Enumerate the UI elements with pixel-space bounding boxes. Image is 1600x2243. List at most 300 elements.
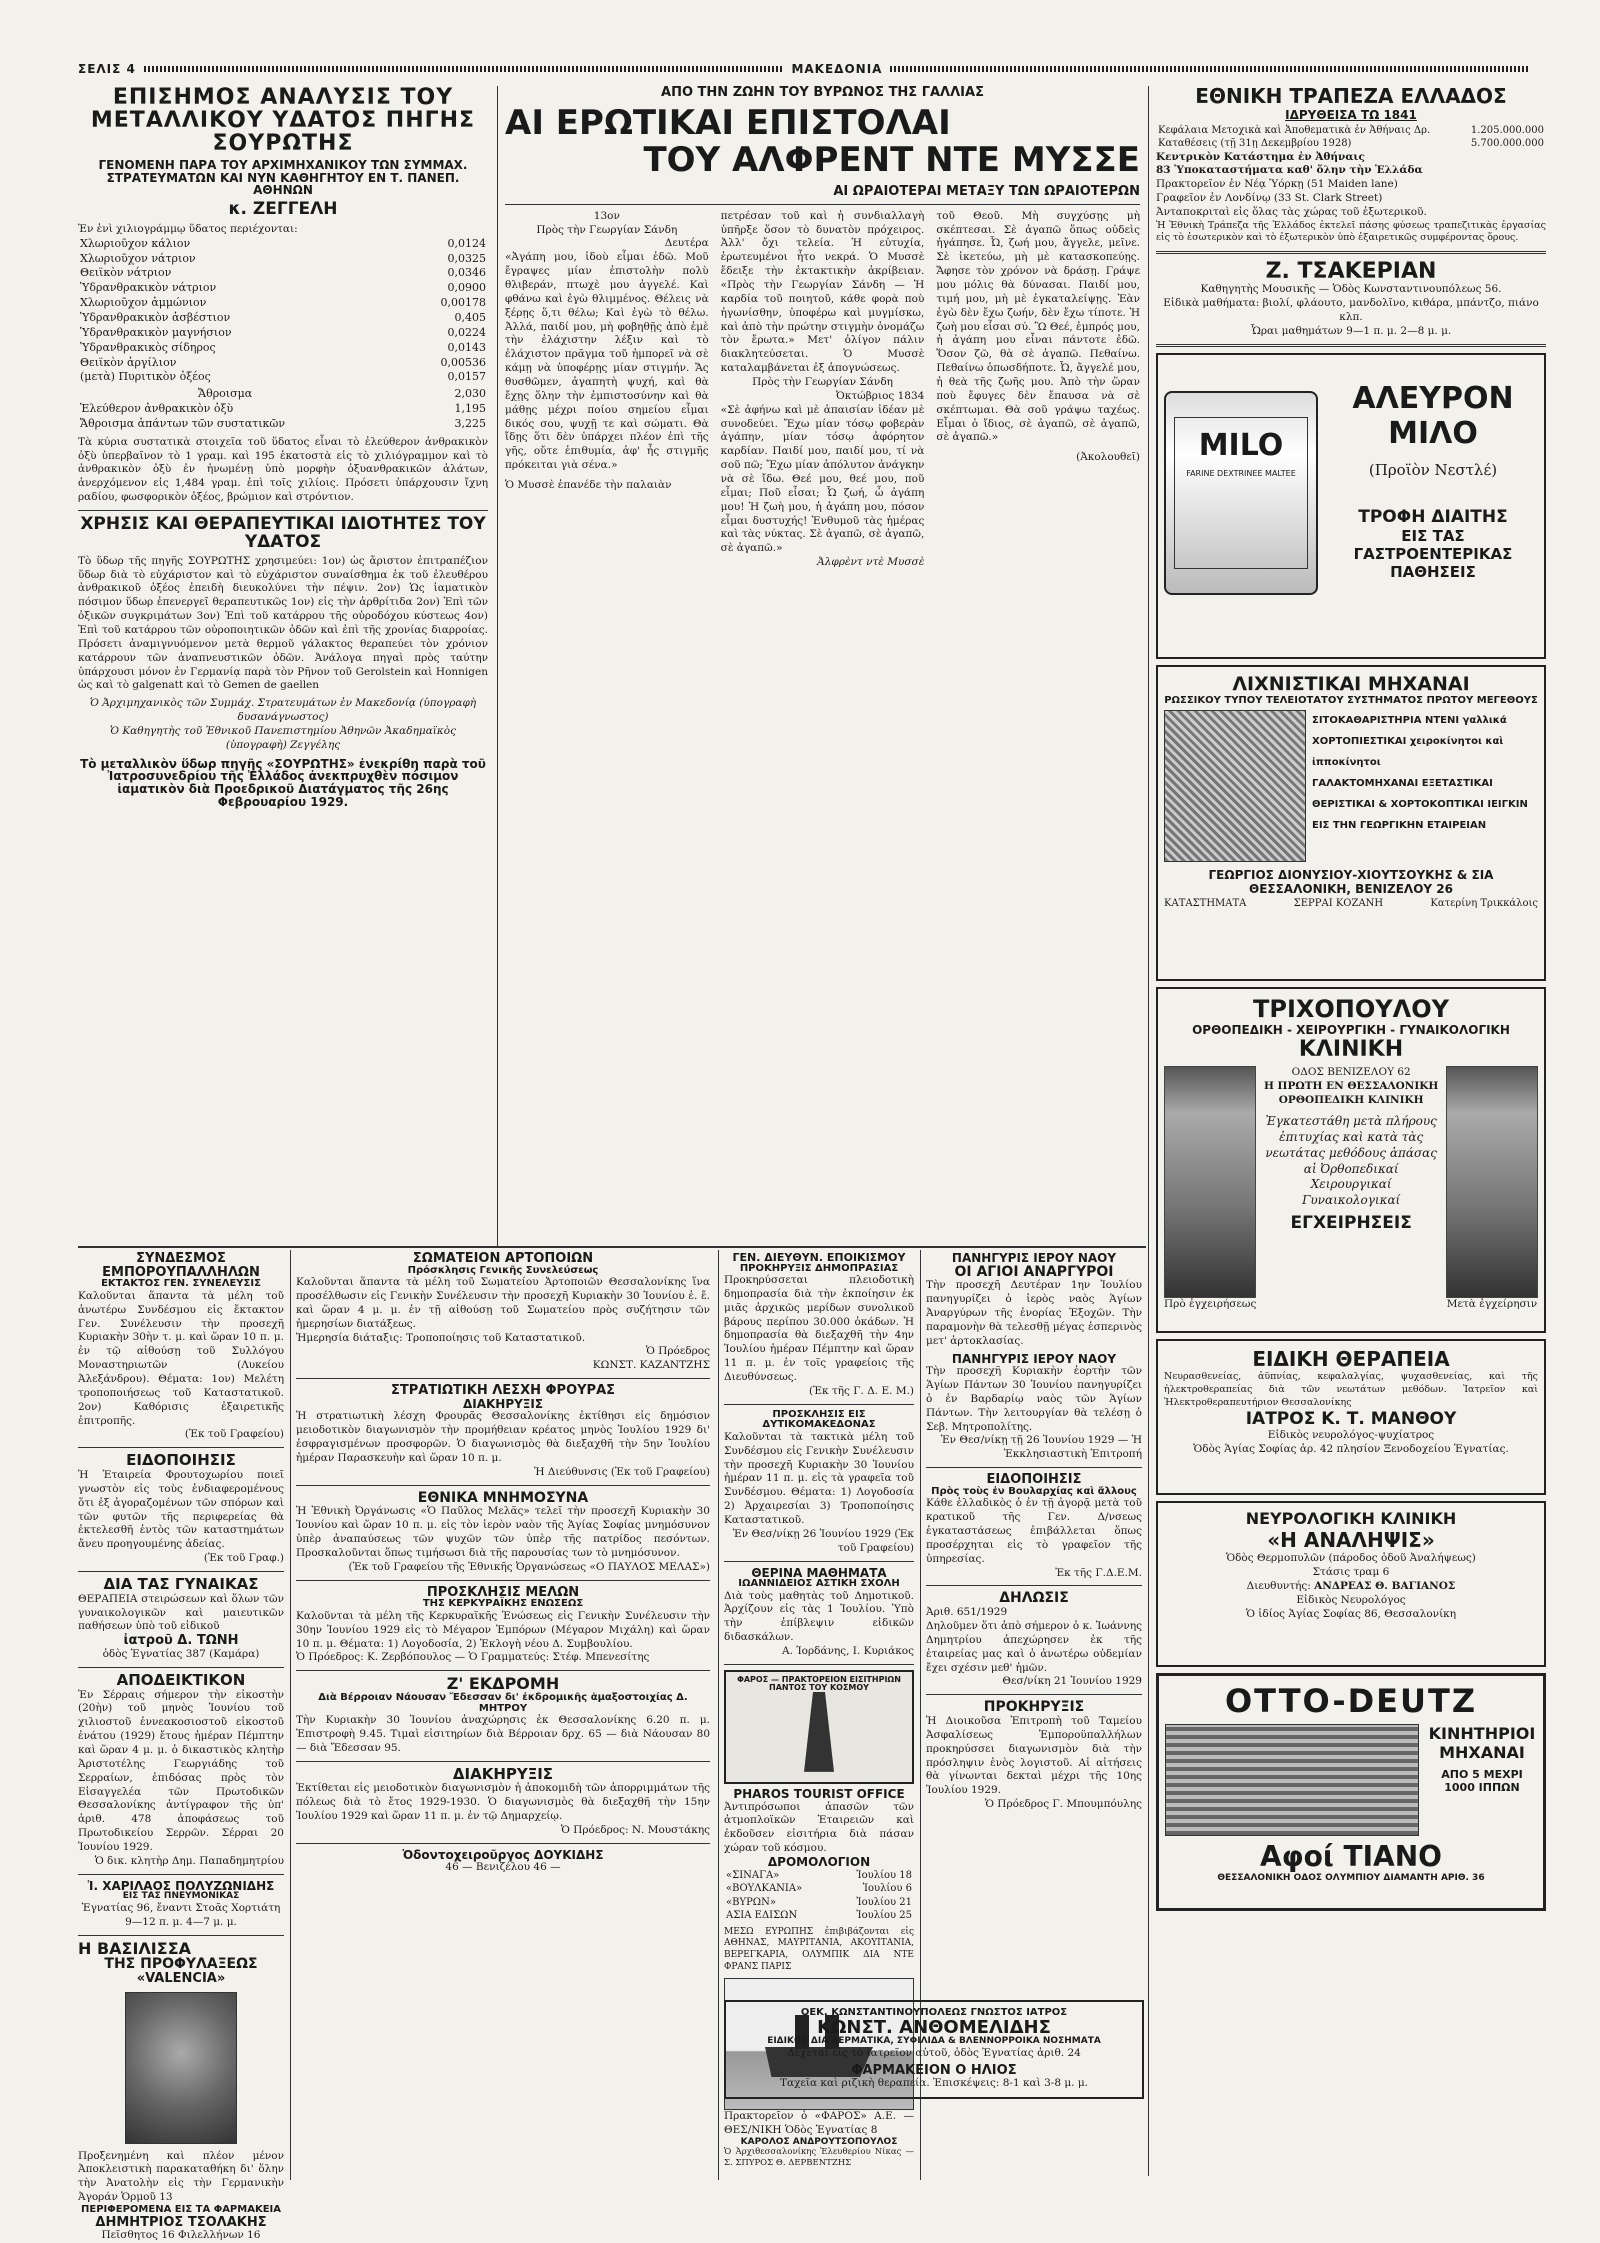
union-body: Καλοῦνται ἅπαντα τὰ μέλη τοῦ ἀνωτέρω Συνδέσμου εἰς ἔκτακτον Γεν. Συνέλευσιν τὴν προσεχῆ Κυριακὴν 30ὴν τ. μ. καὶ ὥραν 10 π. μ. ἐν τῷ αἰθούσῃ τοῦ Συλλόγου Μοναστηριωτῶν (Λυκείου Ἀλεξάνδρου). Θέματα: 1ον) Μελέτη τροποποιήσεως τοῦ Καταστατικοῦ. 2ον) Καθόρισις ἐξαιρετικῆς ἐπιτροπῆς. (78, 1289, 284, 1427)
bank-note: Ἡ Ἐθνικὴ Τράπεζα τῆς Ἑλλάδος ἐκτελεῖ πάσης φύσεως τραπεζιτικὰς ἐργασίας εἰς τὸ ἐσωτερικὸν καὶ τὸ ἐξωτερικὸν ὑπὸ ἐξαιρετικῶς συμφέροντας ὅρους. (1156, 219, 1546, 244)
anthomelidis-address: Δέχεται εἰς τὸ ἰατρεῖον αὐτοῦ, ὁδὸς Ἐγνατίας ἀριθ. 24 (787, 2046, 1081, 2059)
neuro-street: Ὁδὸς Θερμοπυλῶν (πάροδος ὁδοῦ Ἀναλήψεως) (1226, 1552, 1476, 1565)
bank-branches: 83 Ὑποκαταστήματα καθ' ὅλην τὴν Ἑλλάδα (1156, 164, 1423, 177)
receipt-title: ΑΠΟΔΕΙΚΤΙΚΟΝ (116, 1670, 246, 1689)
compound-value: 0,0346 (447, 266, 486, 280)
column-rule (718, 1250, 719, 2180)
divider (926, 1585, 1142, 1586)
free-co2-value: 1,195 (454, 402, 486, 416)
tender-title: ΓΕΝ. ΔΙΕΥΘΥΝ. ΕΠΟΙΚΙΣΜΟΥ (732, 1251, 906, 1264)
column-rule (1148, 86, 1149, 2176)
compound-name: Χλωριοῦχον ἀμμώνιον (80, 296, 207, 310)
deposits-value: 5.700.000.000 (1470, 138, 1544, 150)
compound-name: Χλωριοῦχον κάλιον (80, 236, 191, 250)
milo-tagline1: ΤΡΟΦΗ ΔΙΑΙΤΗΣ (1358, 507, 1508, 528)
paper-name: ΜΑΚΕΔΟΝΙΑ (791, 62, 883, 76)
article-title-line1: ΑΙ ΕΡΩΤΙΚΑΙ ΕΠΙΣΤΟΛΑΙ (505, 102, 951, 143)
corfu-title: ΠΡΟΣΚΛΗΣΙΣ ΜΕΛΩΝ (426, 1584, 580, 1600)
compound-name: (μετὰ) Πυριτικὸν ὀξέος (80, 370, 211, 384)
queen-retail: ΠΕΡΙΦΕΡΟΜΕΝΑ ΕΙΣ ΤΑ ΦΑΡΜΑΚΕΙΑ (81, 2204, 281, 2216)
anthomelidis-name: ΚΩΝΣΤ. ΑΝΘΟΜΕΛΙΔΗΣ (817, 2016, 1051, 2038)
divider (724, 1561, 914, 1562)
otto-copy (1427, 1724, 1537, 1836)
therapy-title: ΕΙΔΙΚΗ ΘΕΡΑΠΕΙΑ (1252, 1347, 1450, 1372)
compound-value: 0,0900 (447, 281, 486, 295)
divider (926, 1467, 1142, 1468)
dentist-title: Ὀδοντοχειροῦργος ΔΟΥΚΙΔΗΣ (402, 1847, 604, 1862)
clinic-ad (1156, 987, 1546, 1333)
women-body: ΘΕΡΑΠΕΙΑ στειρώσεων καὶ ὅλων τῶν γυναικολογικῶν καὶ μαιευτικῶν παθήσεων ὑπὸ τοῦ εἰδικοῦ (78, 1592, 284, 1633)
neuro-title: ΝΕΥΡΟΛΟΓΙΚΗ ΚΛΙΝΙΚΗ (1245, 1509, 1457, 1529)
patient-before-image (1164, 1066, 1256, 1298)
bank-hq: Κεντρικὸν Κατάστημα ἐν Ἀθήναις (1156, 150, 1365, 163)
compound-name: Θειϊκὸν νάτριον (80, 266, 172, 280)
compound-value: 0,0143 (447, 340, 486, 354)
article-deck: ΑΙ ΩΡΑΙΟΤΕΡΑΙ ΜΕΤΑΞΥ ΤΩΝ ΩΡΑΙΟΤΕΡΩΝ (833, 184, 1140, 200)
excursion-subtitle: Διὰ Βέρροιαν Νάουσαν Ἔδεσσαν δι' ἐκδρομικῆς ἁμαξοστοιχίας Δ. ΜΗΤΡΟΥ (318, 1692, 688, 1714)
director-label: Διευθυντής: (1246, 1580, 1311, 1593)
ship-name: «ΒΟΥΛΚΑΝΙΑ» (726, 1883, 803, 1895)
pharos-schedule-title: ΔΡΟΜΟΛΟΓΙΟΝ (767, 1854, 871, 1869)
tender-subtitle: ΠΡΟΚΗΡΥΞΙΣ ΔΗΜΟΠΡΑΣΙΑΣ (739, 1262, 899, 1274)
notice-sign: Ἐκ τῆς Γ.Δ.Ε.Μ. (1055, 1566, 1142, 1579)
compound-value: 0,0325 (447, 251, 486, 265)
machines-firm: ΓΕΩΡΓΙΟΣ ΔΙΟΝΥΣΙΟΥ-ΧΙΟΥΤΣΟΥΚΗΣ & ΣΙΑ (1208, 868, 1494, 883)
branch1: ΣΕΡΡΑΙ ΚΟΖΑΝΗ (1293, 898, 1384, 910)
machines-address: ΘΕΣΣΑΛΟΝΙΚΗ, ΒΕΝΙΖΕΛΟΥ 26 (1249, 882, 1453, 897)
can-subtext: FARINE DEXTRINEE MALTEE (1186, 469, 1296, 479)
machines-branches (1164, 898, 1538, 909)
branches-label: ΚΑΤΑΣΤΗΜΑΤΑ (1164, 898, 1247, 910)
doctor-spec: ΕΙΣ ΤΑΣ ΠΝΕΥΜΟΝΙΚΑΣ (122, 1891, 240, 1902)
milo-product: (Προϊὸν Νεστλέ) (1368, 461, 1498, 480)
army-sign: Ἡ Διεύθυνσις (Ἐκ τοῦ Γραφείου) (534, 1465, 710, 1478)
call-title: ΠΡΟΚΗΡΥΞΙΣ (983, 1699, 1085, 1716)
fair-body: Τὴν προσεχῆ Δευτέραν 1ην Ἰουλίου πανηγυρίζει ὁ ἱερὸς ναὸς Ἁγίων Ἀναργύρων τῆς ἐνορίας Ἐξοχῶν. Τὴν παραμονὴν θὰ τελεσθῇ μέγας ἑσπερινὸς μετ' ἀρτοκλασίας. (926, 1279, 1142, 1347)
bank-correspondents: Ἀνταποκριταὶ εἰς ὅλας τὰς χώρας τοῦ ἐξωτερικοῦ. (1156, 206, 1427, 219)
sailing-date: Ἰουλίου 25 (856, 1910, 912, 1922)
fair-subtitle: ΟΙ ΑΓΙΟΙ ΑΝΑΡΓΥΡΟΙ (954, 1263, 1114, 1280)
teacher-line2: Εἰδικὰ μαθήματα: βιολί, φλάουτο, μανδολῖνο, κιθάρα, μπάντζο, πιάνο κλπ. (1163, 296, 1539, 323)
bank-ny: Πρακτορεῖον ἐν Νέᾳ Ὑόρκῃ (51 Maiden lane) (1156, 178, 1398, 191)
sum-label: Ἄθροισμα (198, 387, 253, 401)
queen-address: Πεῖσθητος 16 Φιλελλήνων 16 (101, 2229, 261, 2242)
bakers-sign-name: ΚΩΝΣΤ. ΚΑΖΑΝΤΖΗΣ (592, 1359, 710, 1372)
page-masthead (78, 62, 1538, 76)
bakers-subtitle: Πρόσκλησις Γενικῆς Συνελεύσεως (407, 1264, 599, 1276)
can-brand: MILO (1198, 428, 1284, 464)
pharos-footer: Ὁ Ἀρχιθεσσαλονίκης Ἐλευθερίου Νίκας — Σ. ΣΠΥΡΟΣ Θ. ΔΕΡΒΕΝΤΖΗΣ (724, 2147, 914, 2169)
machine-image (1164, 710, 1306, 862)
teacher-line1: Καθηγητὴς Μουσικῆς — Ὁδὸς Κωνσταντινουπόλεως 56. (1200, 283, 1502, 296)
west-sign: Ἐν Θεσ/νίκῃ 26 Ἰουνίου 1929 (Ἐκ τοῦ Γραφείου) (732, 1527, 914, 1554)
bank-founded: ΙΔΡΥΘΕΙΣΑ ΤΩ 1841 (1285, 108, 1417, 122)
milo-copy (1328, 361, 1538, 651)
machine-line: ΘΕΡΙΣΤΙΚΑΙ & ΧΟΡΤΟΚΟΠΤΙΚΑΙ ΙΕΙΓΚΙΝ (1312, 799, 1528, 811)
bank-figures (1156, 124, 1546, 151)
musset-letters-article (505, 86, 1140, 1246)
notice-title: ΕΙΔΟΠΟΙΗΣΙΣ (986, 1472, 1082, 1488)
lower-column-2 (296, 1252, 710, 2182)
to-be-continued: (Ἀκολουθεῖ) (1076, 451, 1141, 464)
lighthouse-icon (804, 1692, 834, 1772)
analysis-row (78, 370, 488, 385)
west-body: Καλοῦνται τὰ τακτικὰ μέλη τοῦ Συνδέσμου εἰς Γενικὴν Συνέλευσιν τὴν προσεχῆ Κυριακὴν 30 Ἰουνίου ἡμέραν 11 π. μ. εἰς τὰ γραφεῖα τοῦ Συνδέσμου. Θέματα: 1) Λογοδοσία 2) Ἀρχαιρεσίαι 3) Τροποποίησις Καταστατικοῦ. (724, 1430, 914, 1526)
capital-value: 1.205.000.000 (1470, 124, 1544, 136)
declaration-date: Θεσ/νίκη 21 Ἰουνίου 1929 (1002, 1675, 1142, 1688)
machine-line: ΣΙΤΟΚΑΘΑΡΙΣΤΗΡΙΑ ΝΤΕΝΙ γαλλικά (1312, 715, 1507, 727)
bank-title: ΕΘΝΙΚΗ ΤΡΑΠΕΖΑ ΕΛΛΑΔΟΣ (1195, 84, 1507, 108)
divider (78, 1667, 284, 1668)
compound-value: 0,0224 (447, 325, 486, 339)
capital-label: Κεφάλαια Μετοχικὰ καὶ Ἀποθεματικὰ ἐν Ἀθήναις Δρ. (1158, 124, 1431, 136)
notices-sign: (Ἐκ τοῦ Γραφ.) (203, 1552, 284, 1565)
pharmacy-title: ΦΑΡΜΑΚΕΙΟΝ Ο ΗΛΙΟΣ (851, 2062, 1017, 2078)
mineral-water-article (78, 86, 488, 1246)
uses-body: Τὸ ὕδωρ τῆς πηγῆς ΣΟΥΡΩΤΗΣ χρησιμεύει: 1ον) ὡς ἄριστον ἐπιτραπέζιον ὕδωρ διὰ τὸ εὐχάριστον καὶ τὸ εὐχάριστον συναίσθημα ἐκ τοῦ ἐλευθέρου ἀνθρακικοῦ ὀξέος ἐπειδὴ διευκολύνει τὴν πέψιν. 2ον) Ὡς ἰαματικὸν πόσιμον ὕδωρ ἐπενεργεῖ θεραπευτικῶς 1ον) εἰς τὴν ἀρθρίτιδα 2ον) Ἐπὶ τῶν ὀξικῶν συγκριμάτων 3ον) Ἐπὶ τοῦ κατάρρου τῆς οὐροδόχου κύστεως 4ον) Ἐπὶ τοῦ κατάρρου τῶν οὐροποιητικῶν ὁδῶν καὶ ἐπὶ τῆς χρονίας διαρροίας. Πρόσετι ἀναμιγνυόμενον μετὰ θερμοῦ γάλακτος θεραπεύει τὸν χρόνιον κατάρρουν τῶν ἀναπνευστικῶν ὁδῶν. Ἀνάλογα πηγαὶ πρὸς ταύτην ὑπάρχουσι μόνον ἐν Γερμανίᾳ παρὰ τὸν Ρῆνον τοῦ Gerolstein καὶ Honnigen ὡς καὶ τὸ galgenatt καὶ τὸ Gemen de gaellen (78, 554, 488, 692)
pharos-title: PHAROS TOURIST OFFICE (733, 1786, 905, 1801)
neuro-tram: Στάσις τραμ 6 (1312, 1566, 1390, 1579)
fair2-body: Τὴν προσεχῆ Κυριακὴν ἑορτὴν τῶν Ἁγίων Πάντων 30 Ἰουνίου πανηγυρίζει ὁ ἐν Βαρδαρίῳ ναὸς τῶν Ἁγίων Πάντων. Τὴν λειτουργίαν θὰ τελέσῃ ὁ Σεβ. Μητροπολίτης. (926, 1365, 1142, 1433)
milo-tagline2: ΕΙΣ ΤΑΣ (1401, 527, 1465, 546)
letter-column-3 (936, 210, 1140, 570)
machines-title: ΛΙΧΝΙΣΤΙΚΑΙ ΜΗΧΑΝΑΙ (1232, 673, 1470, 696)
music-teacher-ad (1156, 260, 1546, 339)
divider (78, 1447, 284, 1448)
patient-after-image (1446, 1066, 1538, 1298)
article-columns (505, 210, 1140, 570)
corfu-subtitle: ΤΗΣ ΚΕΡΚΥΡΑΪΚΗΣ ΕΝΩΣΕΩΣ (422, 1598, 584, 1610)
corfu-body: Καλοῦνται τὰ μέλη τῆς Κερκυραϊκῆς Ἑνώσεως εἰς Γενικὴν Συνέλευσιν τὴν 30ην Ἰουνίου 1929 εἰς τὸ Μέγαρον Ἐμπόρων (Μέγαρον Μιχάλη) καὶ ὥραν 10 π. μ. Θέματα: 1) Λογοδοσία, 2) Ἐκλογὴ νέου Δ. Συμβουλίου. (296, 1609, 710, 1650)
fair2-title: ΠΑΝΗΓΥΡΙΣ ΙΕΡΟΥ ΝΑΟΥ (951, 1351, 1117, 1366)
neuro-director (1164, 1580, 1538, 1594)
neuro-spec: Εἰδικὸς Νευρολόγος (1296, 1594, 1406, 1607)
corfu-sign: Ὁ Πρόεδρος: Κ. Ζερβόπουλος — Ὁ Γραμματεύς: Στέφ. Μπενεσίτης (296, 1651, 650, 1664)
excursion-body: Τὴν Κυριακὴν 30 Ἰουνίου ἀναχώρησις ἐκ Θεσσαλονίκης 6.20 π. μ. Ἐπιστροφὴ 9.45. Τιμαὶ εἰσιτηρίων διὰ Βέρροιαν δρχ. 65 — διὰ Νάουσαν 80 — διὰ Ἔδεσσαν 95. (296, 1714, 710, 1754)
divider (78, 1571, 284, 1572)
proclamation-sign: Ὁ Πρόεδρος: Ν. Μουστάκης (560, 1823, 710, 1836)
notice-subtitle: Πρὸς τοὺς ἐν Βουλαρχίας καὶ ἄλλους (931, 1485, 1137, 1497)
fair-title: ΠΑΝΗΓΥΡΙΣ ΙΕΡΟΥ ΝΑΟΥ (951, 1251, 1117, 1265)
analysis-row (78, 341, 488, 356)
clinic-title: ΤΡΙΧΟΠΟΥΛΟΥ (1252, 995, 1450, 1024)
divider (724, 1404, 914, 1405)
queen-portrait (125, 1992, 237, 2144)
neuro-clinic-ad (1156, 1501, 1546, 1667)
analysis-row (78, 296, 488, 311)
union-title: ΣΥΝΔΕΣΜΟΣ ΕΜΠΟΡΟΥΠΑΛΛΗΛΩΝ (102, 1251, 260, 1280)
clinic-street: ΟΔΟΣ ΒΕΝΙΖΕΛΟΥ 62 (1291, 1066, 1411, 1079)
doctor-name: Ἰ. ΧΑΡΙΛΑΟΣ ΠΟΛΥΖΩΝΙΔΗΣ (87, 1878, 275, 1893)
declaration-number: Ἀριθ. 651/1929 (926, 1606, 1008, 1619)
letter-signature: Ἀλφρὲντ ντὲ Μυσσὲ (817, 556, 925, 569)
masthead-rule (144, 66, 784, 72)
clinic-copy (1262, 1066, 1440, 1312)
school-sign: Α. Ἰορδάνης, Ι. Κυριάκος (781, 1645, 914, 1658)
sailing-date: Ἰουλίου 21 (856, 1896, 912, 1908)
compound-name: Ὑδρανθρακικὸν μαγνήσιον (80, 325, 232, 339)
queen-brand: «VALENCIA» (136, 1970, 226, 1986)
ship-name: «ΒΥΡΩΝ» (726, 1896, 776, 1908)
union-sign: (Ἐκ τοῦ Γραφείου) (184, 1428, 284, 1441)
machine-line: ΓΑΛΑΚΤΟΜΗΧΑΝΑΙ ΕΞΕΤΑΣΤΙΚΑΙ (1312, 778, 1493, 790)
queen-subtitle: ΤΗΣ ΠΡΟΦΥΛΑΞΕΩΣ (104, 1956, 258, 1973)
caption-after: Μετὰ ἐγχείρησιν (1446, 1298, 1538, 1311)
signature-engineer: Ὁ Ἀρχιμηχανικὸς τῶν Συμμάχ. Στρατευμάτων ἐν Μακεδονίᾳ (ὑπογραφὴ δυσανάγνωστος) (89, 697, 477, 724)
letter-body-3: τοῦ Θεοῦ. Μὴ συγχύσῃς μὴ σκέπτεσαι. Σὲ ἀγαπῶ ὅπως οὐδεὶς ἠγάπησε. Ὦ, ζωή μου, ἄγγελε, μεῖνε. Σὲ ἱκετεύω, μὴ μὲ κατασκοπεύῃς. Ἄφησε τὸν χρόνον νὰ δράσῃ. Γράψε μου μόλις θὰ δύνασαι. Παιδί μου, τιμή μου, μὴ μὲ ἐγκαταλείψῃς. Ἐὰν ἐγὼ δὲν ἔχω ζωήν, δὲν ἔχω τίποτε. Ἡ ζωὴ μου εἶσαι σύ. Ὢ Θεέ, ἐμπρός μου, ἡ ἀγάπη μου εἶναι πάντοτε ἐδῶ. Ὅσον ζῶ, θὰ σὲ ἀγαπῶ. Πεθαίνω. Πεθαίνω ὁπωσδήποτε. Ὦ, ἄγγελέ μου, ἡ θεὰ τῆς ζωῆς μου. Ἀπὸ τὴν ὥραν ποὺ ἔφυγες δὲν ἔπαυσα νὰ σὲ σκέπτωμαι. Θὰ σοῦ γράψω ταχέως. Εἶμαι ὁ ἴδιος, σὲ ἀγαπῶ, σὲ ἀγαπῶ, σὲ ἀγαπῶ.» (936, 209, 1141, 444)
school-name: ΙΩΑΝΝΙΔΕΙΟΣ ΑΣΤΙΚΗ ΣΧΟΛΗ (738, 1578, 900, 1590)
letter-column-1 (505, 210, 709, 570)
clinic-body: Ἐγκατεστάθη μετὰ πλήρους ἐπιτυχίας καὶ κατὰ τὰς νεωτάτας μεθόδους ἁπάσας αἱ Ὀρθοπεδικαί Χειρουργικαί Γυναικολογικαί (1265, 1114, 1437, 1208)
women-address: ὁδὸς Ἐγνατίας 387 (Καμάρα) (102, 1647, 260, 1660)
director-name: ΑΝΔΡΕΑΣ Θ. ΒΑΓΙΑΝΟΣ (1314, 1580, 1456, 1593)
compound-name: Χλωριοῦχον νάτριον (80, 251, 196, 265)
letter-body-2: «Σὲ ἀφήνω καὶ μὲ ἀπαισίαν ἰδέαν μὲ συνοδεύει. Ἔχω μίαν τόσῳ φοβερὰν ἀγάπην, μίαν τόσῳ ἀφόρητον καρδίαν. Παιδί μου, παιδί μου, τί νὰ σοῦ πῶ; Ἔχω μίαν ἀπόλυτον ἀνάγκην νὰ σὲ ἴδω. Θεέ μου, θεέ μου, ποῦ εἶμαι; Ποῦ εἶσαι; Ὦ ζωή, ὦ ἀγάπη μου! Ἡ ζωὴ μου, ἡ ἀγάπη μου, πόσον εἶμαι δυστυχής! Ἐνθυμοῦ τὰς ἡμέρας καὶ τὰς νύκτας. Σὲ ἀγαπῶ, σὲ ἀγαπῶ, σὲ ἀγαπῶ.» (720, 403, 925, 555)
bakers-body: Καλοῦνται ἅπαντα τὰ μέλη τοῦ Σωματείου Ἀρτοποιῶν Θεσσαλονίκης ἵνα προσέλθωσιν εἰς Γενικὴν Συνέλευσιν τὴν προσεχῆ Κυριακὴν 30 Ἰουνίου ἐ. ἔ. καὶ ὥραν 4 μ. μ. ἐν τῇ αἰθούσῃ τοῦ Σωματείου πρὸς συζήτησιν τῶν ἡμερησίων διατάξεως. (296, 1276, 710, 1330)
therapy-address: Ὁδὸς Ἁγίας Σοφίας ἀρ. 42 πλησίον Ξενοδοχείου Ἐγνατίας. (1193, 1442, 1509, 1455)
letter-date: Ὀκτώβριος 1834 (836, 389, 925, 402)
compound-name: Θειϊκὸν ἀργίλιον (80, 355, 177, 369)
article-author: κ. ΖΕΓΓΕΛΗ (228, 199, 338, 220)
army-title: ΣΤΡΑΤΙΩΤΙΚΗ ΛΕΣΧΗ ΦΡΟΥΡΑΣ (390, 1383, 616, 1399)
excursion-title: Ζ' ΕΚΔΡΟΜΗ (446, 1674, 560, 1694)
deposits-label: Καταθέσεις (τῇ 31ῃ Δεκεμβρίου 1928) (1158, 138, 1352, 150)
masthead-rule-right (890, 66, 1530, 72)
machines-list (1312, 710, 1538, 862)
letter-column-2 (721, 210, 925, 570)
analysis-totals (78, 387, 488, 432)
right-ad-column (1156, 86, 1546, 2186)
tender-body: Προκηρύσσεται πλειοδοτικὴ δημοπρασία διὰ τὴν ἐκποίησιν ἐκ μιᾶς ἀρχικῶς μερίδων συνολικοῦ βάρους περίπου 30.000 ὀκάδων. Ἡ δημοπρασία θὰ διεξαχθῆ τὴν 4ην Ἰουλίου ἡμέραν Πέμπτην καὶ ὥραν 11 π. μ. ἐν τοῖς γραφείοις τῆς Διευθύνσεως. (724, 1274, 914, 1384)
bakers-agenda: Ἡμερησία διάταξις: Τροποποίησις τοῦ Καταστατικοῦ. (296, 1331, 586, 1344)
letter-number: 13ον (593, 209, 620, 222)
sailing-row (724, 1896, 914, 1910)
proclamation-title: ΔΙΑΚΗΡΥΞΙΣ (452, 1764, 554, 1783)
divider (926, 1694, 1142, 1695)
otto-title: OTTO-DEUTZ (1224, 1682, 1478, 1721)
otto-address: ΘΕΣΣΑΛΟΝΙΚΗ ΟΔΟΣ ΟΛΥΜΠΙΟΥ ΔΙΑΜΑΝΤΗ ΑΡΙΘ. 36 (1217, 1873, 1485, 1884)
declaration-body: Δηλοῦμεν ὅτι ἀπὸ σήμερον ὁ κ. Ἰωάννης Δημητρίου ἀπεχώρησεν ἐκ τῆς ἑταιρείας μας καὶ ὁ ἀνωτέρω οὐδεμίαν ἔχει σχέσιν μεθ' ἡμῶν. (926, 1620, 1142, 1674)
milo-tagline3: ΓΑΣΤΡΟΕΝΤΕΡΙΚΑΣ (1353, 545, 1513, 564)
letter-body: πετρέσαν τοῦ καὶ ἡ συνδιαλλαγὴ ὑπῆρξε ὅσον τὸ δυνατὸν πρόχειρος. Ἀλλ' ὄχι τελεία. Ἡ εὐτυχία, ἐρωτευμένοι ἦτο νεκρά. Ὁ Μυσσὲ ἔδειξε τὴν ἐκτακτικὴν ἀκρίβειαν. «Πρὸς τὴν Γεωργίαν Σάνδη — Ἡ καρδία τοῦ ποιητοῦ, κάθε φορὰ ποὺ ἠγωνίσθην, ὑποφέρω καὶ μυγμίσκω, καὶ ἀπὸ τὴν πρώτην στιγμὴν ὀνομάζω τὸν ἔρωτα.» Μετ' ὀλίγον πάλιν διακλητεύσεται. Ὁ Μυσσὲ καταλαμβάνεται ἐξ ἀπογνώσεως. (720, 209, 925, 375)
national-bank-ad (1156, 86, 1546, 245)
column-rule (497, 86, 498, 1246)
doctor-hours: 9—12 π. μ. 4—7 μ. μ. (125, 1915, 237, 1928)
article-subtitle: ΓΕΝΟΜΕΝΗ ΠΑΡΑ ΤΟΥ ΑΡΧΙΜΗΧΑΝΙΚΟΥ ΤΩΝ ΣΥΜΜΑΧ. ΣΤΡΑΤΕΥΜΑΤΩΝ ΚΑΙ ΝΥΝ ΚΑΘΗΓΗΤΟΥ ΕΝ Τ. ΠΑΝΕΠ. ΑΘΗΝΩΝ (98, 158, 468, 198)
receipt-sign: Ὁ δικ. κλητὴρ Δημ. Παπαδημητρίου (94, 1854, 284, 1867)
divider (505, 204, 1140, 205)
divider (296, 1670, 710, 1671)
engine-image (1165, 1724, 1419, 1836)
bakers-sign: Ὁ Πρόεδρος (645, 1345, 710, 1358)
machines-subtitle: ΡΩΣΣΙΚΟΥ ΤΥΠΟΥ ΤΕΛΕΙΟΤΑΤΟΥ ΣΥΣΤΗΜΑΤΟΣ ΠΡΩΤΟΥ ΜΕΓΕΘΟΥΣ (1164, 695, 1538, 707)
sailing-row (724, 1869, 914, 1883)
divider (78, 1935, 284, 1936)
milo-ad (1156, 353, 1546, 659)
letter-continuation: Ὁ Μυσσὲ ἐπανέδε τὴν παλαιὰν (505, 478, 672, 491)
analysis-body: Τὰ κύρια συστατικὰ στοιχεῖα τοῦ ὕδατος εἶναι τὸ ἐλεύθερον ἀνθρακικὸν ὀξὺ ὑπερβαῖνον τὸ 1 γραμ. καὶ 195 ἑκατοστὰ εἰς τὸ χιλιόγραμμον καὶ τὸ ἀνθρακικὸν ὀξὺ ἐν ἡνωμένῃ ὑπὸ μορφὴν ὀξυανθρακικῶν ἀλάτων, ἀνερχόμενον εἰς 1,484 γραμ. ἐπὶ τοῖς χιλίοις. Πρόσετι ὑπάρχουσιν ἴχνη ραδίου, φωσφορικὸν ὀξέος, βρώμιον καὶ στρόντιον. (78, 435, 488, 504)
notices-title: ΕΙΔΟΠΟΙΗΣΙΣ (126, 1451, 236, 1470)
machine-line: ΕΙΣ ΤΗΝ ΓΕΩΡΓΙΚΗΝ ΕΤΑΙΡΕΙΑΝ (1312, 820, 1487, 832)
notices-body: Ἡ Ἐταιρεία Φρουτοχωρίου ποιεῖ γνωστὸν εἰς τοὺς ἐνδιαφερομένους ὅτι ἐξ ἀγοραζομένων τῶν σπόρων καὶ τῶν φυτῶν τῆς περιφερείας θὰ ἐκτελεσθῆ ἐντὸς τῶν καταστημάτων ἄνευ προηγουμένης ἀδείας. (78, 1468, 284, 1551)
article-kicker: ΑΠΟ ΤΗΝ ΖΩΗΝ ΤΟΥ ΒΥΡΩΝΟΣ ΤΗΣ ΓΑΛΛΙΑΣ (661, 85, 984, 100)
sailing-date: Ἰουλίου 6 (862, 1883, 912, 1895)
compound-name: Ὑδρανθρακικὸν νάτριον (80, 281, 217, 295)
bakers-title: ΣΩΜΑΤΕΙΟΝ ΑΡΤΟΠΟΙΩΝ (412, 1251, 594, 1266)
can-label (1174, 417, 1308, 569)
ship-name: ΑΣΙΑ ΕΔΙΣΩΝ (726, 1910, 798, 1922)
analysis-row (78, 281, 488, 296)
school-body: Διὰ τοὺς μαθητὰς τοῦ Δημοτικοῦ. Ἀρχίζουν εἰς τὰς 1 Ἰουλίου. Ὑπὸ τὴν ἐπίβλεψιν εἰδικῶν διδασκάλων. (724, 1589, 914, 1644)
teacher-hours: Ὧραι μαθημάτων 9—1 π. μ. 2—8 μ. μ. (1250, 324, 1452, 337)
total-value: 3,225 (454, 416, 486, 430)
machines-ad (1156, 665, 1546, 981)
article-title-line2: ΤΟΥ ΑΛΦΡΕΝΤ ΝΤΕ ΜΥΣΣΕ (643, 140, 1140, 181)
divider (78, 510, 488, 511)
queen-title: Η ΒΑΣΙΛΙΣΣΑ (78, 1938, 191, 1958)
bank-london: Γραφεῖον ἐν Λονδίνῳ (33 St. Clark Street) (1156, 192, 1383, 205)
otto-power: ΑΠΟ 5 ΜΕΧΡΙ 1000 ΙΠΠΩΝ (1441, 1768, 1523, 1795)
proclamation-body: Ἐκτίθεται εἰς μειοδοτικὸν διαγωνισμὸν ἡ ἀποκομιδὴ τῶν ἀπορριμμάτων τῆς πόλεως διὰ τὸ ἔτος 1929-1930. Ὁ διαγωνισμὸς θὰ διεξαχθῆ τὴν 15ην Ἰουλίου 1929 καὶ ὥραν 11 π. μ. ἐν τῷ Δημαρχείῳ. (296, 1782, 710, 1823)
doctor-anthomelidis-ad (724, 2000, 1144, 2180)
otto-kind: ΚΙΝΗΤΗΡΙΟΙ ΜΗΧΑΝΑΙ (1428, 1724, 1536, 1763)
tender-sign: (Ἐκ τῆς Γ. Δ. Ε. Μ.) (808, 1384, 914, 1397)
analysis-row (78, 356, 488, 371)
after-figure-wrap (1446, 1066, 1538, 1312)
letter-body: «Ἀγάπη μου, ἰδοὺ εἶμαι ἐδῶ. Μοῦ ἔγραψες μίαν ἐπιστολὴν πολὺ θλιβεράν, πτωχὲ μου ἀγγελέ. Καὶ φθάνω καὶ ἐγὼ θλιμμένος. Θέλεις νὰ ξέρῃς ὅ,τι θέλω; Καὶ ἐγὼ τὸ θέλω. Ἀλλά, παιδί μου, μὴ φοβηθῇς ἀπὸ ἐμὲ τὴν ἐλάχιστην λέξιν καὶ τὸ ἐλάχιστον πρᾶγμα τοῦ ἠμπορεῖ νὰ σὲ κάμῃ νὰ ὑποφέρῃς μίαν στιγμήν. Ἄς θυσθῶμεν, ἀγαπητὴ ψυχή, καὶ θὰ ἔχῃς ὅλην τὴν ἐμπιστοσύνην καὶ θὰ μάθῃς μέχρι ποίου σημείου εἶμαι δικός σου, ψυχῇ τε καὶ σώματι. Θὰ ἴδῃς ὅτι δὲν ὑπάρχει πλέον ἐπὶ τῆς γῆς, οὔτε ἐπιθυμία, ἀφ' ἧς στιγμῆς πρόκειται γιὰ σένα.» (505, 251, 709, 472)
milo-can-image (1164, 391, 1318, 595)
analysis-table (78, 237, 488, 385)
pharos-route: ΜΕΣΩ ΕΥΡΩΠΗΣ ἐπιβιβάζονται εἰς ΑΘΗΝΑΣ, ΜΑΥΡΙΤΑΝΙΑ, ΑΚΟΥΙΤΑΝΙΑ, ΒΕΡΕΓΚΑΡΙΑ, ΟΛΥΜΠΙΚ ΔΙΑ ΝΤΕ ΦΡΑΝΣ ΠΑΡΙΣ (724, 1926, 914, 1973)
letter-recipient: Πρὸς τὴν Γεωργίαν Σάνδη (752, 375, 893, 388)
lower-column-1 (78, 1251, 284, 2242)
machines-row (1164, 710, 1538, 862)
letter-day: Δευτέρα (664, 237, 709, 250)
clinic-row (1164, 1066, 1538, 1312)
compound-value: 0,0124 (447, 236, 486, 250)
analysis-row (78, 237, 488, 252)
doctor-address: Ἐγνατίας 96, ἔναντι Στοᾶς Χορτιάτη (81, 1901, 281, 1914)
section-rule (78, 1246, 1146, 1248)
sailing-row (724, 1909, 914, 1923)
therapy-doctor: ΙΑΤΡΟΣ Κ. Τ. ΜΑΝΘΟΥ (1245, 1409, 1457, 1430)
army-body: Ἡ στρατιωτικὴ λέσχη Φρουρᾶς Θεσσαλονίκης ἐκτίθησι εἰς δημόσιον μειοδοτικὸν διαγωνισμὸν τὴν προμήθειαν κρέατος μηνὸς Ἰουλίου 1929 δι' ἐσφραγισμένων προσφορῶν. Ὁ διαγωνισμὸς θὰ διεξαχθῆ τὴν 5ην Ἰουλίου ἡμέραν Παρασκευὴν καὶ ὥραν 10 π. μ. (296, 1410, 710, 1464)
anthomelidis-spec: ΕΙΔΙΚΟΣ ΔΙΑ ΔΕΡΜΑΤΙΚΑ, ΣΥΦΙΛΙΔΑ & ΒΛΕΝΝΟΡΡΟΙΚΑ ΝΟΣΗΜΑΤΑ (767, 2036, 1101, 2047)
school-title: ΘΕΡΙΝΑ ΜΑΘΗΜΑΤΑ (751, 1565, 887, 1580)
signature-professor: Ὁ Καθηγητὴς τοῦ Ἐθνικοῦ Πανεπιστημίου Ἀθηνῶν Ἀκαδημαϊκὸς (ὑπογραφὴ) Ζεγγέλης (109, 725, 457, 751)
analysis-intro: Ἐν ἑνὶ χιλιογράμμῳ ὕδατος περιέχονται: (78, 222, 298, 235)
milo-tagline4: ΠΑΘΗΣΕΙΣ (1390, 563, 1476, 582)
notice-body: Κάθε ἑλλαδικὸς ὁ ἐν τῇ ἀγορᾷ μετὰ τοῦ κρατικοῦ τῆς Γεν. Δ/νσεως ἐγκαταστάσεως ἐπιβάλλεται ὅπως προσέρχηται εἰς τὸ γραφεῖον τῆς ὑπηρεσίας. (926, 1497, 1142, 1565)
divider (78, 1874, 284, 1875)
memorial-title: ΕΘΝΙΚΑ ΜΝΗΜΟΣΥΝΑ (417, 1489, 589, 1506)
pharmacy-body: Ταχεῖα καὶ ριζικὴ θεραπεία. Ἐπισκέψεις: 8-1 καὶ 3-8 μ. μ. (779, 2077, 1089, 2090)
pharos-body: Ἀντιπρόσωποι ἁπασῶν τῶν ἀτμοπλοϊκῶν Ἑταιρειῶν καὶ ἐκδοῦσεν εἰσιτήρια διὰ πάσαν χώραν τοῦ κόσμου. (724, 1800, 914, 1855)
compound-value: 0,00178 (440, 296, 486, 310)
divider (296, 1378, 710, 1379)
analysis-row (78, 266, 488, 281)
free-co2-label: Ἐλεύθερον ἀνθρακικὸν ὀξὺ (80, 402, 234, 416)
therapy-ad (1156, 1339, 1546, 1495)
ship-name: «ΣΙΝΑΓΑ» (726, 1869, 780, 1881)
therapy-spec: Εἰδικὸς νευρολόγος-ψυχίατρος (1267, 1429, 1435, 1442)
caption-before: Πρὸ ἐγχειρήσεως (1164, 1298, 1257, 1311)
column-rule (290, 1250, 291, 2180)
call-body: Ἡ Διοικοῦσα Ἐπιτροπὴ τοῦ Ταμείου Ἀσφαλίσεως Ἐμποροϋπαλλήλων προκηρύσσει διαγωνισμὸν διὰ τὴν πρόσληψιν ἑνὸς λογιστοῦ. Αἱ αἰτήσεις θὰ γίνωνται δεκταὶ μέχρι τῆς 10ης Ἰουλίου 1929. (926, 1715, 1142, 1797)
compound-value: 0,0157 (447, 370, 486, 384)
west-title: ΠΡΟΣΚΛΗΣΙΣ ΕΙΣ ΔΥΤΙΚΟΜΑΚΕΔΟΝΑΣ (762, 1408, 876, 1431)
therapy-body: Νευρασθενείας, ἀϋπνίας, κεφαλαλγίας, ψυχασθενείας, καὶ τῆς ἡλεκτροθεραπείας διὰ τῶν νεωτάτων μεθόδων. Ἰατρεῖον καὶ Ἠλεκτροθεραπευτήριον Θεσσαλονίκης (1164, 1371, 1538, 1408)
memorial-body: Ἡ Ἐθνικὴ Ὀργάνωσις «Ὁ Παῦλος Μελᾶς» τελεῖ τὴν προσεχῆ Κυριακὴν 30 Ἰουνίου καὶ ὥραν 10 π. μ. εἰς τὸν ἱερὸν ναὸν τῆς Ἁγίας Σοφίας μνημόσυνον ὑπὲρ ἀναπαύσεως τῶν ψυχῶν τῶν ὑπὲρ τῆς πατρίδος πεσόντων. Προσκαλοῦνται ὅπως τιμήσωσι διὰ τῆς παρουσίας των τὸ μνημόσυνον. (296, 1505, 710, 1559)
total-label: Ἄθροισμα ἁπάντων τῶν συστατικῶν (80, 416, 286, 430)
before-figure-wrap (1164, 1066, 1256, 1312)
milo-title: ΑΛΕΥΡΟΝ ΜΙΛΟ (1352, 381, 1514, 452)
women-doctor: ἰατροῦ Δ. ΤΩΝΗ (123, 1633, 239, 1649)
dentist-address: 46 — Βενιζέλου 46 — (445, 1861, 561, 1874)
queen-firm: ΔΗΜΗΤΡΙΟΣ ΤΣΟΛΑΚΗΣ (95, 2214, 267, 2230)
letter-recipient: Πρὸς τὴν Γεωργίαν Σάνδη (536, 223, 678, 236)
divider (1156, 251, 1546, 254)
sailings-table (724, 1869, 914, 1923)
divider (296, 1580, 710, 1581)
sailing-row (724, 1882, 914, 1896)
sum-value: 2,030 (454, 387, 486, 401)
sailing-date: Ἰουλίου 18 (856, 1869, 912, 1881)
neuro-name: «Η ΑΝΑΛΗΨΙΣ» (1267, 1528, 1435, 1553)
divider (296, 1843, 710, 1844)
compound-name: Ὑδρανθρακικὸς σίδηρος (80, 340, 216, 354)
divider (724, 1664, 914, 1665)
otto-row (1165, 1724, 1537, 1836)
pharos-logo (724, 1670, 914, 1784)
teacher-name: Ζ. ΤΣΑΚΕΡΙΑΝ (1265, 258, 1437, 284)
compound-name: Ὑδρανθρακικὸν ἀσβέστιον (80, 310, 231, 324)
declaration-title: ΔΗΛΩΣΙΣ (999, 1590, 1069, 1607)
article-title: ΕΠΙΣΗΜΟΣ ΑΝΑΛΥΣΙΣ ΤΟΥ ΜΕΤΑΛΛΙΚΟΥ ΥΔΑΤΟΣ ΠΗΓΗΣ ΣΟΥΡΩΤΗΣ (90, 85, 476, 157)
pharos-box-text: ΦΑΡΟΣ — ΠΡΑΚΤΟΡΕΙΟΝ ΕΙΣΙΤΗΡΙΩΝ ΠΑΝΤΟΣ ΤΟΥ ΚΟΣΜΟΥ (737, 1674, 901, 1693)
union-subtitle: ΕΚΤΑΚΤΟΣ ΓΕΝ. ΣΥΝΕΛΕΥΣΙΣ (101, 1278, 261, 1290)
branch2: Κατερίνη Τρικκάλοις (1430, 898, 1538, 910)
compound-value: 0,405 (454, 310, 486, 324)
neuro-address: Ὁ ἰδίος Ἁγίας Σοφίας 86, Θεσσαλονίκη (1245, 1607, 1457, 1620)
approval-note: Τὸ μεταλλικὸν ὕδωρ πηγῆς «ΣΟΥΡΩΤΗΣ» ἐνεκρίθη παρὰ τοῦ Ἰατροσυνεδρίου τῆς Ἑλλάδος ἀνεκπρυχθὲν πόσιμον ἰαματικὸν διὰ Προεδρικοῦ Διατάγματος τῆς 26ης Φεβρουαρίου 1929. (80, 756, 486, 809)
machine-line: ΧΟΡΤΟΠΙΕΣΤΙΚΑΙ χειροκίνητοι καὶ ἱπποκίνητοι (1312, 736, 1504, 769)
analysis-row (78, 326, 488, 341)
army-subtitle: ΔΙΑΚΗΡΥΞΙΣ (462, 1396, 544, 1411)
fair2-sign: Ἐν Θεσ/νίκῃ τῇ 26 Ἰουνίου 1929 — Ἡ Ἐκκλησιαστικὴ Ἐπιτροπή (940, 1434, 1142, 1461)
anthomelidis-title: ΟΕΚ. ΚΩΝΣΤΑΝΤΙΝΟΥΠΟΛΕΩΣ ΓΝΩΣΤΟΣ ΙΑΤΡΟΣ (800, 2007, 1068, 2018)
pharos-director: ΚΑΡΟΛΟΣ ΑΝΔΡΟΥΤΣΟΠΟΥΛΟΣ (740, 2136, 898, 2147)
divider (296, 1761, 710, 1762)
compound-value: 0,00536 (440, 355, 486, 369)
queen-body: Προξενημένη καὶ πλέον μένον Ἀποκλειστικὴ παρακαταθήκη δι' ὅλην τὴν Ἀνατολὴν εἰς τὴν Γερμανικὴν Ἀγοράν Ὁρμοῦ 13 (78, 2149, 284, 2204)
clinic-ops: ΕΓΧΕΙΡΗΣΕΙΣ (1290, 1213, 1412, 1234)
call-sign: Ὁ Πρόεδρος Γ. Μπουμπόυλης (984, 1798, 1142, 1811)
divider (1156, 344, 1546, 347)
uses-title: ΧΡΗΣΙΣ ΚΑΙ ΘΕΡΑΠΕΥΤΙΚΑΙ ΙΔΙΟΤΗΤΕΣ ΤΟΥ ΥΔΑΤΟΣ (80, 514, 486, 552)
women-title: ΔΙΑ ΤΑΣ ΓΥΝΑΙΚΑΣ (103, 1575, 259, 1593)
otto-deutz-ad (1156, 1673, 1546, 1911)
otto-firm: Αφοί ΤΙΑΝΟ (1260, 1840, 1442, 1874)
analysis-row (78, 252, 488, 267)
pharos-address: Πρακτορεῖον ὁ «ΦΑΡΟΣ» Α.Ε. — ΘΕΣ/ΝΙΚΗ Ὁδὸς Ἐγνατίας 8 (724, 2110, 914, 2136)
clinic-subtitle: ΟΡΘΟΠΕΔΙΚΗ - ΧΕΙΡΟΥΡΓΙΚΗ - ΓΥΝΑΙΚΟΛΟΓΙΚΗ (1192, 1023, 1510, 1038)
divider (296, 1485, 710, 1486)
analysis-row (78, 311, 488, 326)
anthomelidis-box (724, 2000, 1144, 2099)
clinic-first: Η ΠΡΩΤΗ ΕΝ ΘΕΣΣΑΛΟΝΙΚΗ ΟΡΘΟΠΕΔΙΚΗ ΚΛΙΝΙΚΗ (1263, 1080, 1439, 1107)
receipt-body: Ἐν Σέρραις σήμερον τὴν εἰκοστὴν (20ὴν) τοῦ μηνὸς Ἰουνίου τοῦ χιλιοστοῦ ἐννεακοσιοστοῦ εἰκοστοῦ ἐνάτου (1929) ἔτους ἡμέραν Πέμπτην καὶ ὥραν 4 μ. μ. ὁ δικαστικὸς κλητὴρ Ἀριστοτέλης Γεωργιάδης τοῦ Σερραίων, ἐπιδόσας πρὸς τὸν Εἰσαγγελέα τῶν Πρωτοδικῶν Θεσσαλονίκης ἀντίγραφον τῆς ὑπ' ἀριθ. 478 ἀποφάσεως τοῦ Πρωτοδικείου Σερρῶν. Σέρραι 20 Ἰουνίου 1929. (78, 1688, 284, 1854)
